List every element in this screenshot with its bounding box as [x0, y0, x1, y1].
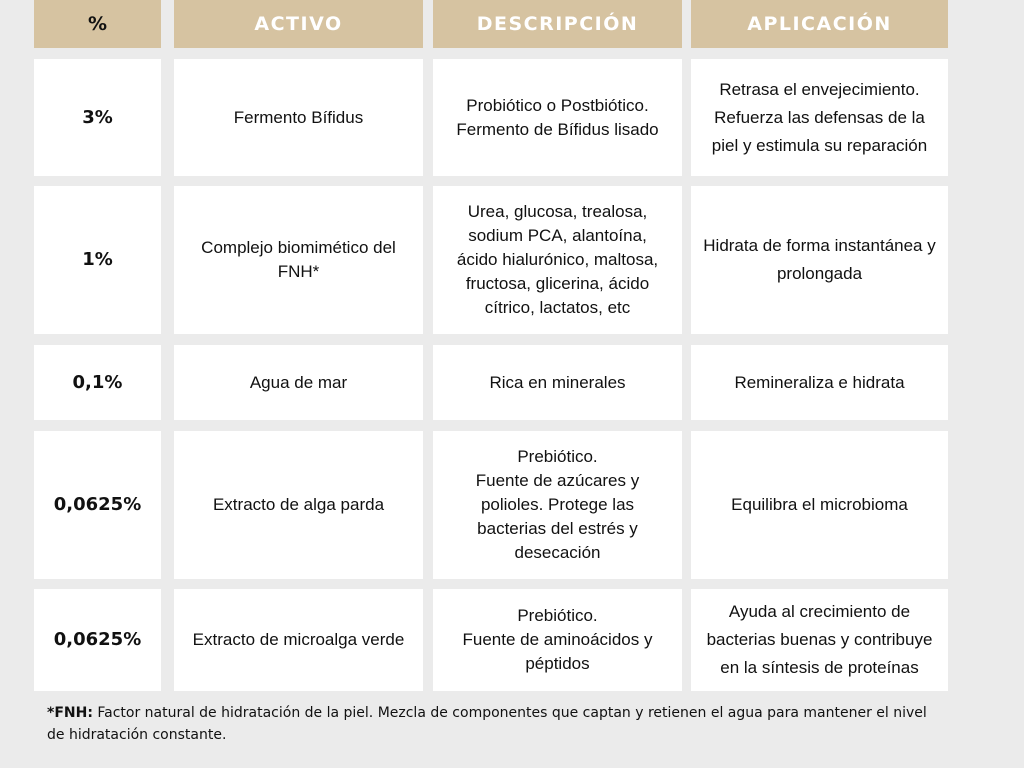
row-1-description: Probiótico o Postbiótico. Fermento de Bífidus lisado: [433, 59, 682, 176]
header-active: ACTIVO: [174, 0, 423, 48]
row-3-description: Rica en minerales: [433, 345, 682, 420]
row-3-active: Agua de mar: [174, 345, 423, 420]
row-1-percent: 3%: [34, 59, 161, 176]
footnote-term: *FNH:: [47, 705, 93, 721]
row-1-application: Retrasa el envejecimiento. Refuerza las defensas de la piel y estimula su reparación: [691, 59, 948, 176]
row-4-description: Prebiótico. Fuente de azúcares y polioles. Protege las bacterias del estrés y desecación: [433, 431, 682, 579]
row-5-description: Prebiótico. Fuente de aminoácidos y péptidos: [433, 589, 682, 691]
footnote: [47, 702, 947, 746]
footnote-text: Factor natural de hidratación de la piel. Mezcla de componentes que captan y retienen el agua para mantener el nivel de hidratación constante.: [47, 705, 927, 743]
row-2-description: Urea, glucosa, trealosa, sodium PCA, alantoína, ácido hialurónico, maltosa, fructosa, glicerina, ácido cítrico, lactatos, etc: [433, 186, 682, 334]
row-4-application: Equilibra el microbioma: [691, 431, 948, 579]
row-5-application: Ayuda al crecimiento de bacterias buenas y contribuye en la síntesis de proteínas: [691, 589, 948, 691]
row-2-percent: 1%: [34, 186, 161, 334]
header-application: APLICACIÓN: [691, 0, 948, 48]
row-3-application: Remineraliza e hidrata: [691, 345, 948, 420]
row-2-active: Complejo biomimético del FNH*: [174, 186, 423, 334]
row-4-percent: 0,0625%: [34, 431, 161, 579]
row-3-percent: 0,1%: [34, 345, 161, 420]
row-2-application: Hidrata de forma instantánea y prolongada: [691, 186, 948, 334]
header-description: DESCRIPCIÓN: [433, 0, 682, 48]
row-4-active: Extracto de alga parda: [174, 431, 423, 579]
row-5-percent: 0,0625%: [34, 589, 161, 691]
header-percent: %: [34, 0, 161, 48]
row-1-active: Fermento Bífidus: [174, 59, 423, 176]
row-5-active: Extracto de microalga verde: [174, 589, 423, 691]
